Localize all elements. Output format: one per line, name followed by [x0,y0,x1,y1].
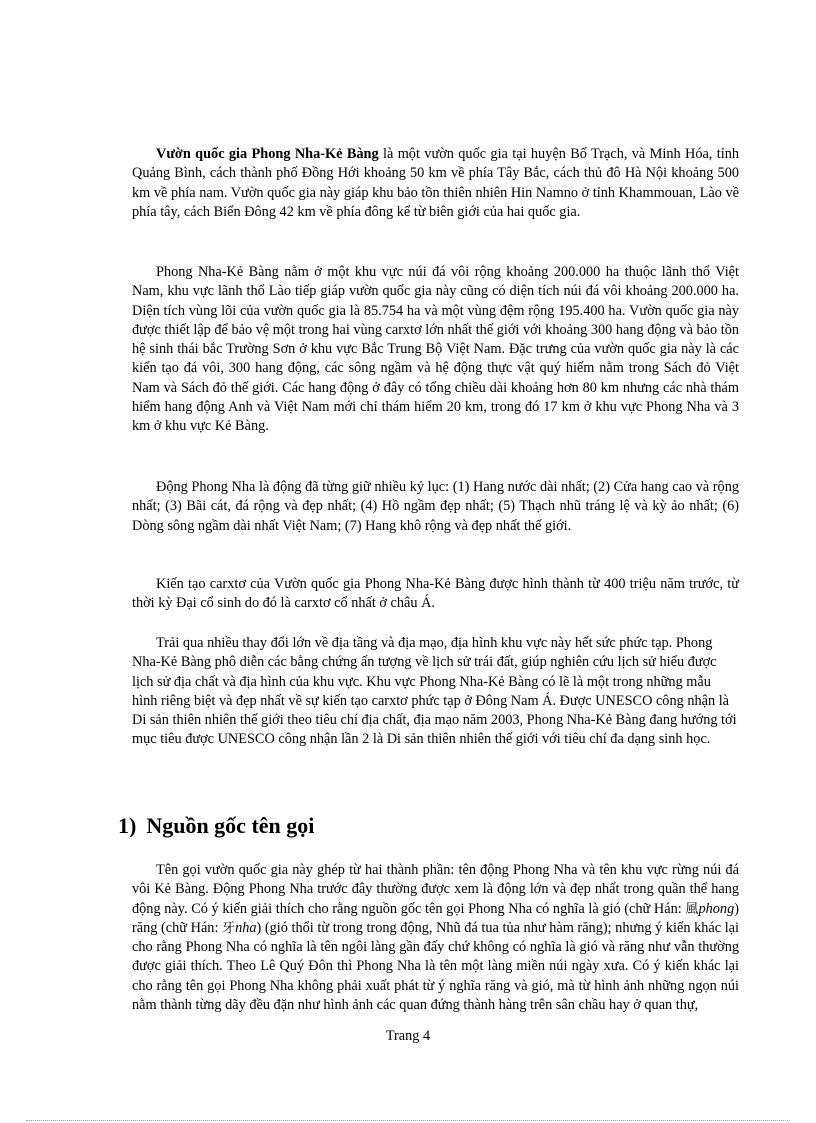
paragraph-records: Động Phong Nha là động đã từng giữ nhiều kỷ lục: (1) Hang nước dài nhất; (2) Cửa hang cao và rộng nhất; (3) Bãi cát, đá rộng và đẹp nhất; (4) Hồ ngầm đẹp nhất; (5) Thạch nhũ tráng lệ và kỳ ảo nhất; (6) Dòng sông ngầm dài nhất Việt Nam; (7) Hang khô rộng và đẹp nhất thế giới. [132,479,739,534]
name-origin-text-1: Tên gọi vườn quốc gia này ghép từ hai thành phần: tên động Phong Nha và tên khu vực rừng núi đá vôi Kẻ Bàng. Động Phong Nha trước đây thường được xem là động lớn và đẹp nhất trong quần thể hang động này. Có ý kiến giải thích cho rằng nguồn gốc tên gọi Phong Nha có nghĩa là gió (chữ Hán: [132,862,739,917]
italic-phong: phong [698,900,735,917]
paragraph-geography: Phong Nha-Kẻ Bàng nằm ở một khu vực núi đá vôi rộng khoảng 200.000 ha thuộc lãnh thổ Việt Nam, khu vực lãnh thổ Lào tiếp giáp vườn quốc gia này cũng có diện tích núi đá vôi khoảng 200.000 ha. Diện tích vùng lõi của vườn quốc gia là 85.754 ha và một vùng đệm rộng 195.400 ha. Vườn quốc gia này được thiết lập để bảo vệ một trong hai vùng carxtơ lớn nhất thế giới với khoảng 300 hang động và bảo tồn hệ sinh thái bắc Trường Sơn ở khu vực Bắc Trung Bộ Việt Nam. Đặc trưng của vườn quốc gia này là các kiến tạo đá vôi, 300 hang động, các sông ngầm và hệ động thực vật quý hiếm nằm trong Sách đỏ Việt Nam và Sách đỏ thế giới. Các hang động ở đây có tổng chiều dài khoảng hơn 80 km nhưng các nhà thám hiểm hang động Anh và Việt Nam mới chỉ thám hiểm 20 km, trong đó 17 km ở khu vực Phong Nha và 3 km ở khu vực Kẻ Bàng. [132,264,739,435]
paragraph-intro-text: là một vườn quốc gia tại huyện Bố Trạch, và Minh Hóa, tỉnh Quảng Bình, cách thành phố Đồng Hới khoảng 50 km về phía Tây Bắc, cách thủ đô Hà Nội khoảng 500 km về phía nam. Vườn quốc gia này giáp khu bảo tồn thiên nhiên Hin Namno ở tỉnh Khammouan, Lào về phía tây, cách Biển Đông 42 km về phía đông kể từ biên giới của hai quốc gia. [132,146,739,220]
section-title: Nguồn gốc tên gọi [146,813,315,838]
name-origin-text-2: ) răng (chữ Hán: [132,900,739,936]
section-number: 1) [118,813,137,838]
hanzi-feng: 風 [685,901,699,917]
hanzi-ya: 牙 [222,920,236,936]
page-footer: Trang 4 [385,1028,431,1044]
park-name-bold: Vườn quốc gia Phong Nha-Kẻ Bàng [156,146,379,162]
section-heading [118,812,314,840]
italic-nha: nha [235,919,257,936]
page-break-divider [26,1120,790,1121]
name-origin-text-3: ) (gió thổi từ trong trong động, Nhũ đá tua tủa như hàm răng); nhưng ý kiến khác lại cho rằng Phong Nha có nghĩa là tên ngôi làng gần đấy chứ không có nghĩa là gió và răng như vẫn thường được giải thích. Theo Lê Quý Đôn thì Phong Nha là tên một làng miền núi ngày xưa. Có ý kiến khác lại cho rằng tên gọi Phong Nha không phải xuất phát từ ý nghĩa răng và gió, mà từ hình ảnh những ngọn núi nằm thành từng dãy đều đặn như hình ảnh các quan đứng thành hàng trên sân chầu hay ở quan thự, [132,919,740,1014]
paragraph-name-origin [132,861,739,1015]
paragraph-intro [132,145,739,222]
paragraph-karst-age: Kiến tạo carxtơ của Vườn quốc gia Phong Nha-Kẻ Bàng được hình thành từ 400 triệu năm trước, từ thời kỳ Đại cổ sinh do đó là carxtơ cổ nhất ở châu Á. [132,576,739,612]
paragraph-unesco: Trải qua nhiều thay đổi lớn về địa tầng và địa mạo, địa hình khu vực này hết sức phức tạp. Phong Nha-Kẻ Bàng phô diễn các bằng chứng ấn tượng về lịch sử trái đất, giúp nghiên cứu lịch sử hiểu được lịch sử địa chất và địa hình của khu vực. Khu vực Phong Nha-Kẻ Bàng có lẽ là một trong những mẫu hình riêng biệt và đẹp nhất về sự kiến tạo carxtơ phức tạp ở Đông Nam Á. Được UNESCO công nhận là Di sản thiên nhiên thế giới theo tiêu chí địa chất, địa mạo năm 2003, Phong Nha-Kẻ Bàng đang hướng tới mục tiêu được UNESCO công nhận lần 2 là Di sản thiên nhiên thế giới với tiêu chí đa dạng sinh học. [132,635,737,748]
